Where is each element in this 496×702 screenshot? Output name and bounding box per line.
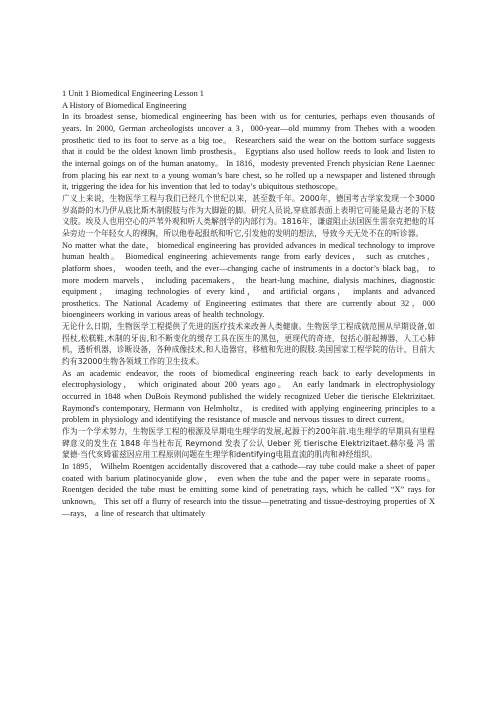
document-body [62, 88, 435, 519]
paragraph-english: As an academic endeavor, the roots of biomedical engineering reach back to early developments in electrophysiology， which originated about 200 years ago。 An early landmark in electrophysiology occurred in 1848 when DuBois Reymond published the widely recognized Ueber die tierische Elektrizitaet. Raymond's contemporary, Hermann von Helmholtz， is credited with applying engineering principles to a problem in physiology and identifying the resistance of muscle and nervous tissues to direct current。 [62, 368, 435, 425]
unit-title: 1 Unit 1 Biomedical Engineering Lesson 1 [62, 89, 204, 98]
paragraph-chinese: 无论什么日期，生物医学工程提供了先进的医疗技术来改善人类健康。生物医学工程成就范围从早期设备,如拐杖,松糕鞋,木制的牙齿,和不断变化的缓存工具在医生的黑包，更现代的奇迹，包括心脏起搏器，人工心肺机，透析机器，诊断设备，各种成像技术,和人造器官，移植和先进的假肢.美国国家工程学院的估计，目前大约有32000生物各领域工作的卫生技术。 [62, 322, 435, 367]
paragraph-english: In 1895， Wilhelm Roentgen accidentally discovered that a cathode—ray tube could make a sheet of paper coated with barium platinocyanide glow， even when the tube and the paper were in separate rooms。 Roentgen decided the tube must be emitting some kind of penetrating rays, which he called “X” rays for unknown。 This set off a flurry of research into the tissue—penetrating and tissue-destroying properties of X—rays， a line of research that ultimately [62, 462, 435, 518]
section-title: A History of Biomedical Engineering [62, 100, 187, 110]
paragraph-chinese: 作为一个学术努力，生物医学工程的根源及早期电生理学的发展,起源于约200年前.电生理学的早期具有里程碑意义的发生在 1848 年当杜布瓦 Reymond 发表了公认 Ueber 死 tierische Elektrizitaet.赫尔曼 冯 雷蒙德·当代亥姆霍兹因应用工程原则问题在生理学和dentifying电阻直流的肌肉和神经组织。 [62, 427, 435, 460]
paragraph-english: In its broadest sense, biomedical engineering has been with us for centuries, perhaps even thousands of years. In 2000, German archeologists uncover a 3，000-year—old mummy from Thebes with a wooden prosthetic tied to its foot to serve as a big toe。 Researchers said the wear on the bottom surface suggests that it could be the oldest known limb prosthesis。 Egyptians also used hollow reeds to look and listen to the internal goings on of the human anatomy。 In 1816，modesty prevented French physician Rene Laennec from placing his ear next to a young woman’s bare chest, so he rolled up a newspaper and listened through it, triggering the idea for his invention that led to today’s ubiquitous stethoscope。 [62, 112, 435, 192]
paragraph-english: No matter what the date， biomedical engineering has provided advances in medical technology to improve human health。 Biomedical engineering achievements range from early devices， such as crutches， platform shoes， wooden teeth, and the ever—changing cache of instruments in a doctor’s black bag， to more modern marvels， including pacemakers， the heart-lung machine, dialysis machines, diagnostic equipment， imaging technologies of every kind， and artificial organs， implants and advanced prosthetics. The National Academy of Engineering estimates that there are currently about 32，000 bioengineers working in various areas of health technology. [62, 240, 435, 320]
paragraph-chinese: 广义上来说，生物医学工程与我们已经几个世纪以来，甚至数千年。2000年，德国考古学家发现一个3000岁高龄的木乃伊从底比斯木制假肢与作为大脚趾的脚。研究人员说,穿底部表面上表明它可能是最古老的下肢义肢。埃及人也用空心的芦苇外观和听人类解剖学的内部行为。1816年，谦虚阻止法国医生雷奈克把他的耳朵旁边一个年轻女人的裸胸，所以他卷起报纸和听它,引发他的发明的想法，导致今天无处不在的听诊器。 [62, 193, 435, 238]
